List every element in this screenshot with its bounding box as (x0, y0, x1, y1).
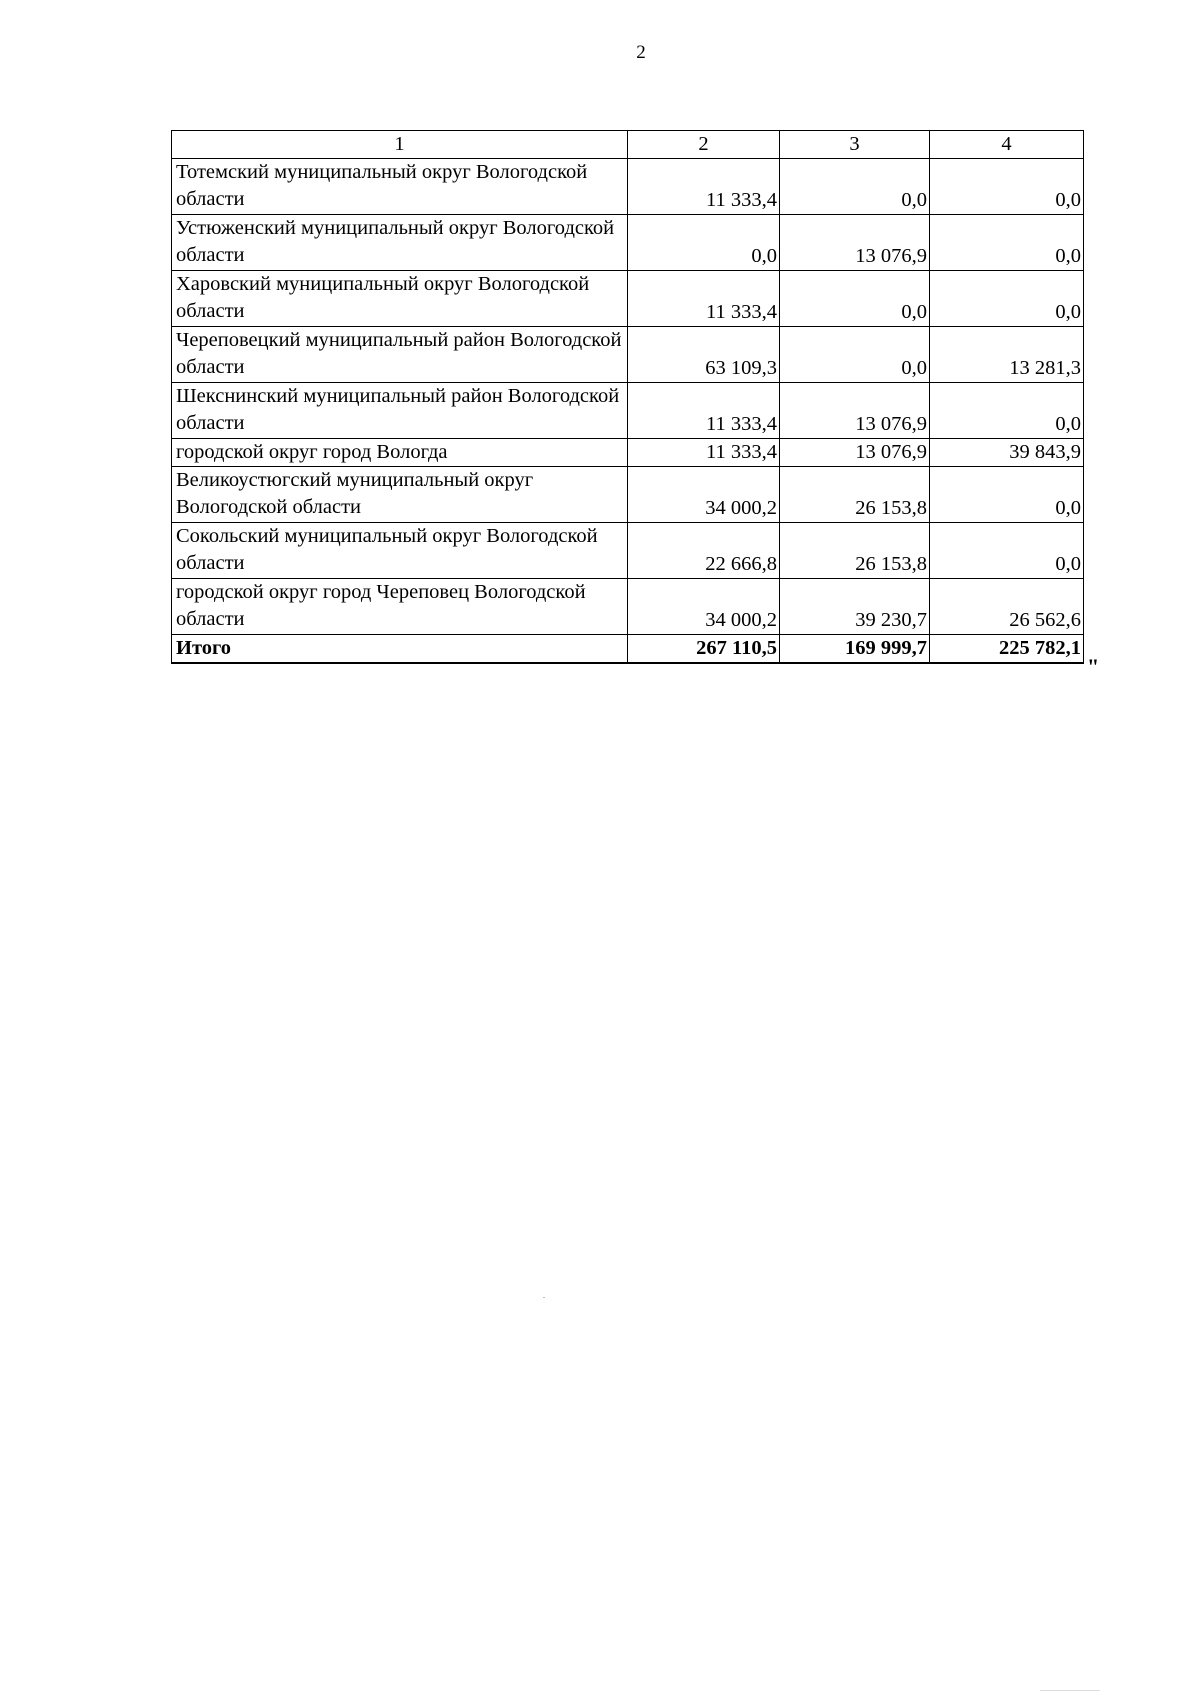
table-row (172, 439, 1084, 467)
header-col-2: 2 (628, 131, 780, 159)
table-row (172, 383, 1084, 439)
total-value-col-3: 169 999,7 (780, 635, 930, 664)
table-header (172, 131, 1084, 159)
row-value-col-3: 39 230,7 (780, 579, 930, 635)
scan-speck (543, 1297, 545, 1298)
table-row (172, 159, 1084, 215)
row-value-col-4: 0,0 (930, 383, 1084, 439)
header-col-3: 3 (780, 131, 930, 159)
row-value-col-4: 26 562,6 (930, 579, 1084, 635)
row-value-col-4: 13 281,3 (930, 327, 1084, 383)
row-value-col-2: 0,0 (628, 215, 780, 271)
row-value-col-3: 13 076,9 (780, 383, 930, 439)
row-value-col-3: 26 153,8 (780, 523, 930, 579)
page-number: 2 (636, 42, 646, 63)
row-value-col-3: 26 153,8 (780, 467, 930, 523)
row-value-col-3: 0,0 (780, 271, 930, 327)
total-value-col-4: 225 782,1 (930, 635, 1084, 664)
row-name: Харовский муниципальный округ Вологодской области (172, 271, 628, 327)
row-value-col-2: 63 109,3 (628, 327, 780, 383)
row-value-col-2: 22 666,8 (628, 523, 780, 579)
row-name: Великоустюгский муниципальный округ Вологодской области (172, 467, 628, 523)
row-value-col-2: 34 000,2 (628, 467, 780, 523)
row-value-col-2: 11 333,4 (628, 271, 780, 327)
row-name: Сокольский муниципальный округ Вологодской области (172, 523, 628, 579)
table-row (172, 215, 1084, 271)
header-col-1: 1 (172, 131, 628, 159)
header-row (172, 131, 1084, 159)
total-value-col-2: 267 110,5 (628, 635, 780, 664)
row-value-col-4: 0,0 (930, 215, 1084, 271)
total-row (172, 635, 1084, 664)
table-row (172, 523, 1084, 579)
row-value-col-4: 0,0 (930, 271, 1084, 327)
row-value-col-2: 11 333,4 (628, 159, 780, 215)
table-row (172, 271, 1084, 327)
scan-speck (1040, 1690, 1100, 1691)
row-name: городской округ город Вологда (172, 439, 628, 467)
table-row (172, 327, 1084, 383)
row-value-col-3: 0,0 (780, 327, 930, 383)
table-row (172, 467, 1084, 523)
row-value-col-2: 34 000,2 (628, 579, 780, 635)
row-name: Череповецкий муниципальный район Вологодской области (172, 327, 628, 383)
table-row (172, 579, 1084, 635)
allocation-table-container (171, 130, 1084, 664)
row-name: Устюженский муниципальный округ Вологодской области (172, 215, 628, 271)
row-name: городской округ город Череповец Вологодской области (172, 579, 628, 635)
row-value-col-3: 13 076,9 (780, 215, 930, 271)
total-label: Итого (172, 635, 628, 664)
row-value-col-4: 0,0 (930, 159, 1084, 215)
closing-quote: " (1087, 654, 1100, 679)
row-name: Шекснинский муниципальный район Вологодской области (172, 383, 628, 439)
row-value-col-4: 39 843,9 (930, 439, 1084, 467)
row-value-col-4: 0,0 (930, 523, 1084, 579)
row-value-col-2: 11 333,4 (628, 383, 780, 439)
row-value-col-2: 11 333,4 (628, 439, 780, 467)
allocation-table (171, 130, 1084, 664)
row-value-col-3: 13 076,9 (780, 439, 930, 467)
table-body (172, 159, 1084, 664)
header-col-4: 4 (930, 131, 1084, 159)
row-value-col-3: 0,0 (780, 159, 930, 215)
row-name: Тотемский муниципальный округ Вологодской области (172, 159, 628, 215)
row-value-col-4: 0,0 (930, 467, 1084, 523)
